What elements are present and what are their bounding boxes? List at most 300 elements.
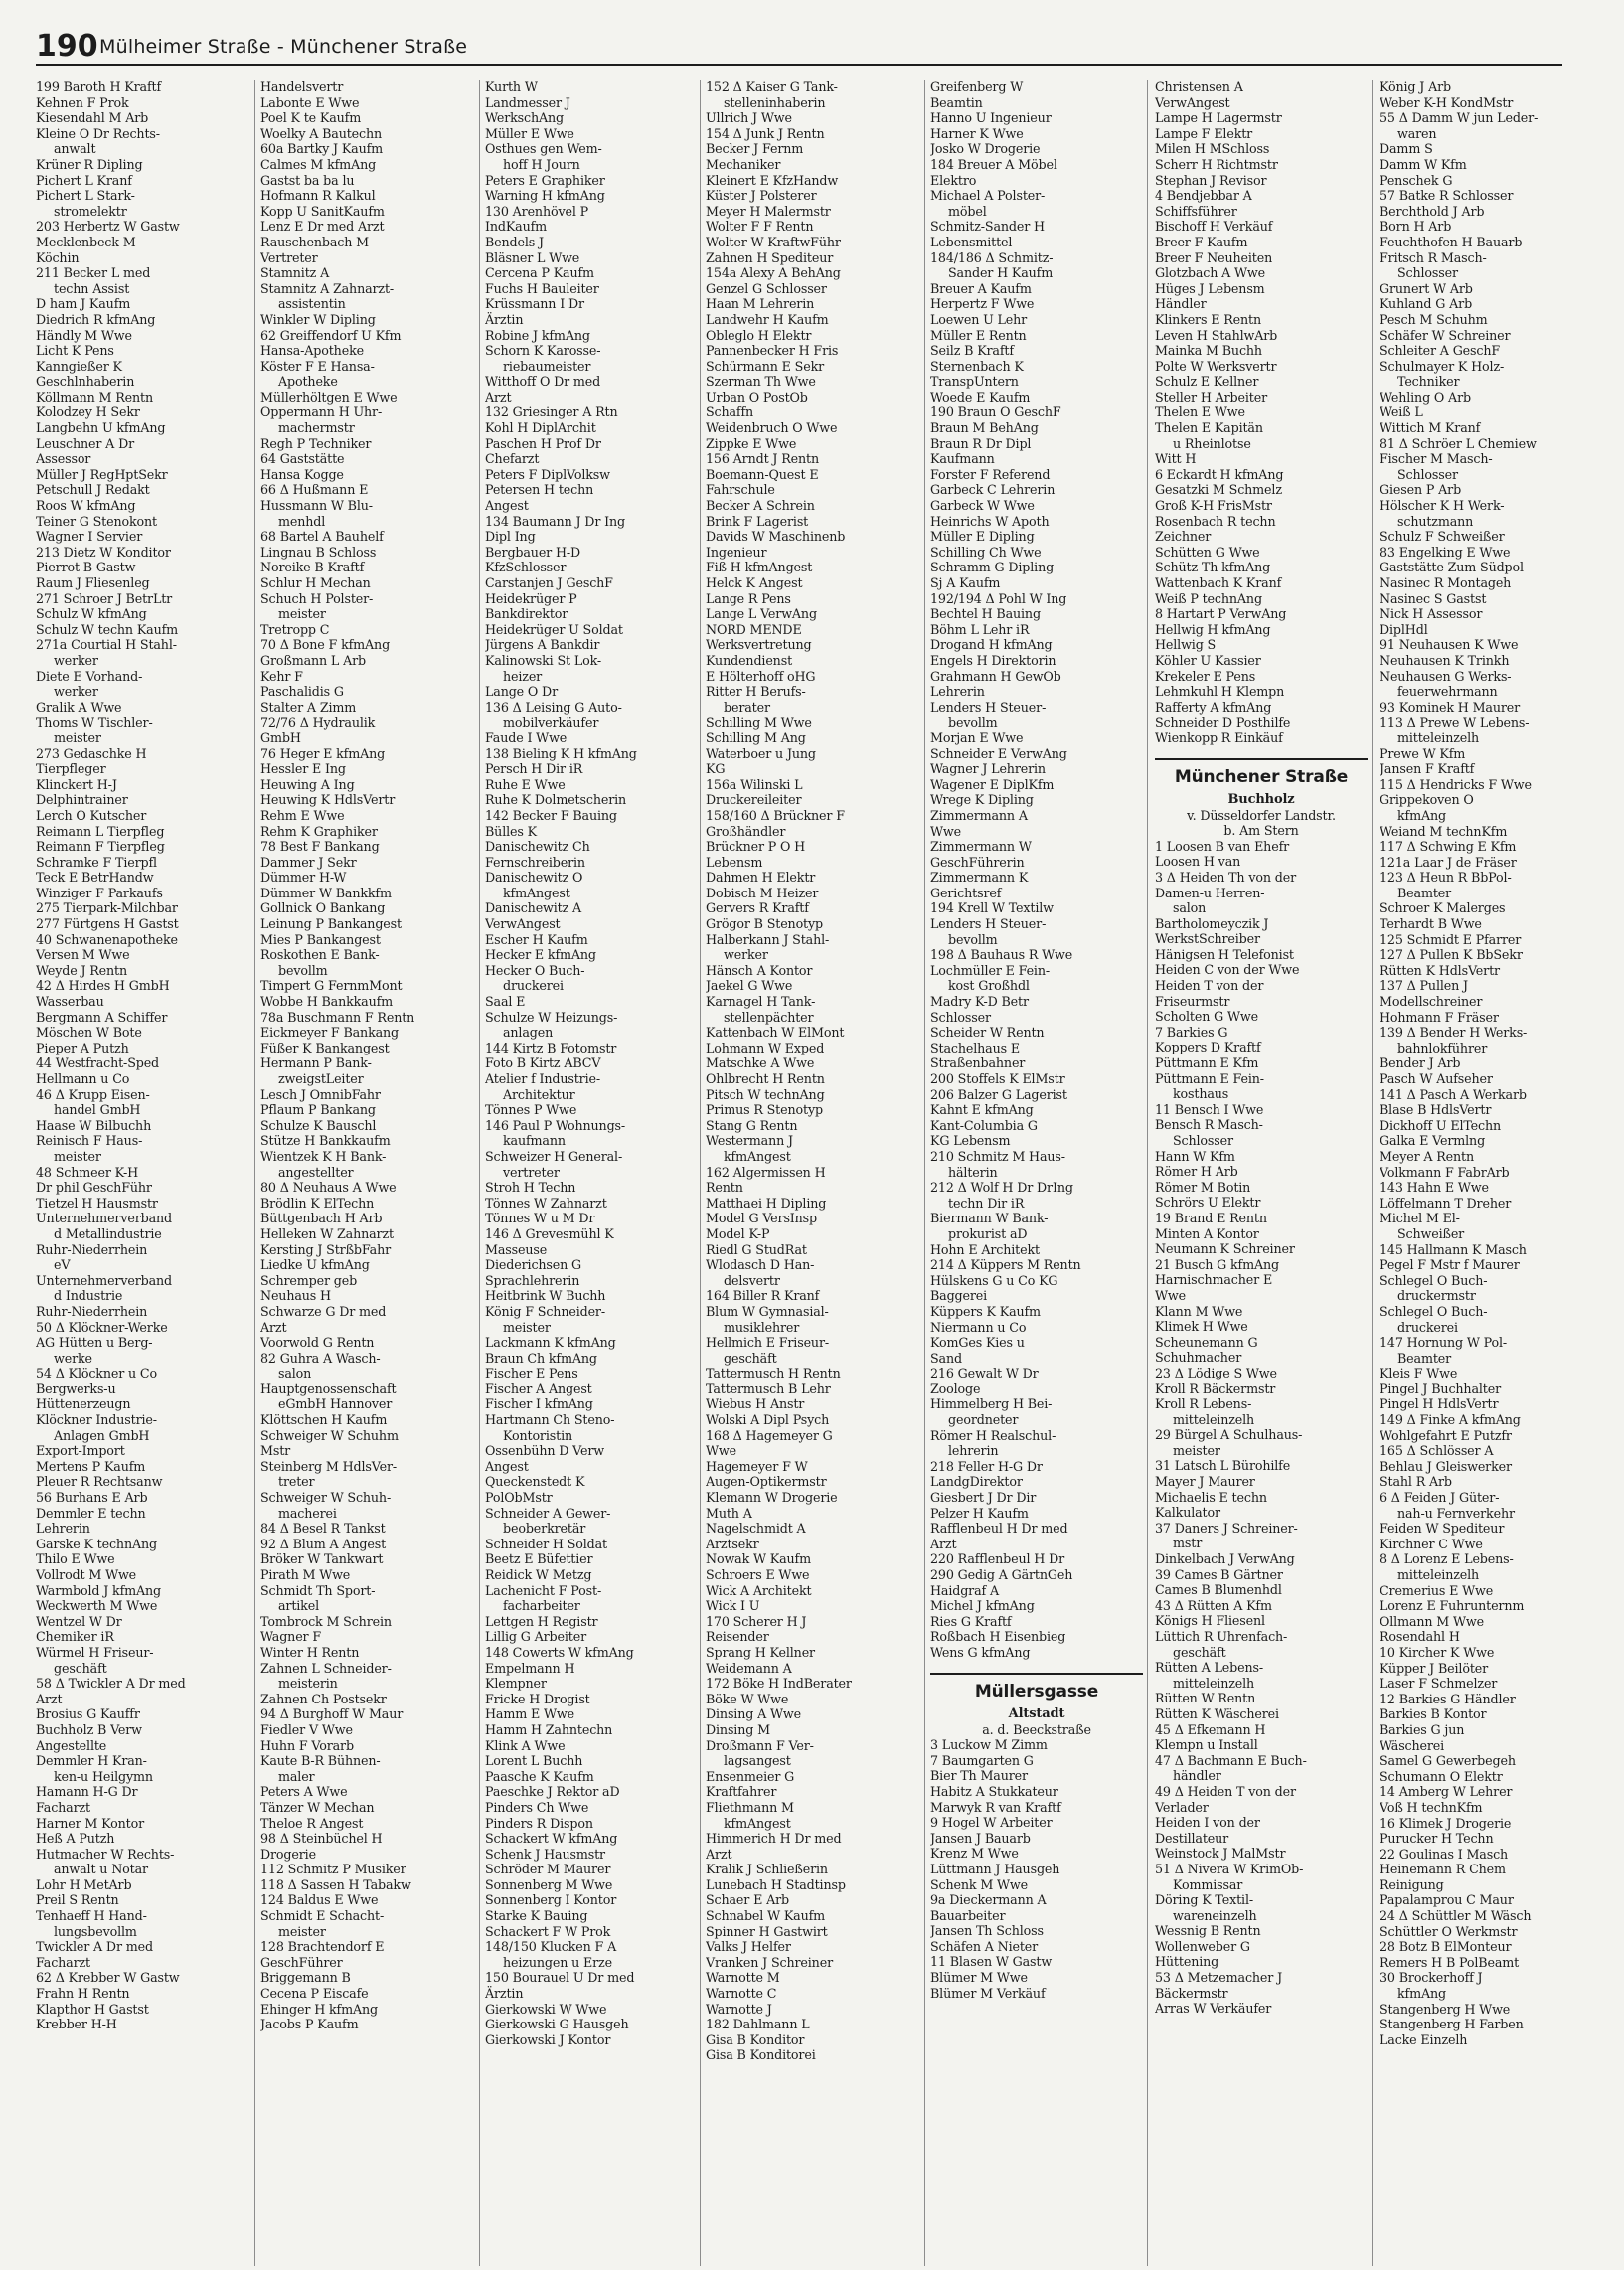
- entry-line: Thoms W Tischler-: [36, 715, 153, 730]
- entry-line: Püttmann E Kfm: [1155, 1055, 1259, 1071]
- entry-line: Büttgenbach H Arb: [260, 1211, 383, 1226]
- entry-line: 214 Δ Küppers M Rentn: [930, 1257, 1081, 1273]
- entry-line: Meyer H Malermstr: [706, 203, 831, 219]
- entry-line: 81 Δ Schröer L Chemiew: [1380, 435, 1537, 451]
- entry-line: 8 Hartart P VerwAng: [1155, 606, 1287, 622]
- entry-line: 271 Schroer J BetrLtr: [36, 590, 173, 606]
- entry-line: bahnlokführer: [1397, 1040, 1488, 1055]
- entry-line: 44 Westfracht-Sped: [36, 1055, 160, 1071]
- entry-line: Model G VersInsp: [706, 1211, 818, 1226]
- street-range-note: v. Düsseldorfer Landstr.: [1187, 807, 1336, 823]
- entry-line: Weiand M technKfm: [1380, 823, 1508, 839]
- entry-line: eV: [54, 1257, 71, 1273]
- entry-line: kaufmann: [503, 1133, 566, 1149]
- entry-line: heizungen u Erze: [503, 1954, 612, 1970]
- entry-line: salon: [1173, 900, 1207, 916]
- entry-line: Raum J Fliesenleg: [36, 575, 150, 590]
- entry-line: PolObMstr: [485, 1490, 553, 1506]
- entry-line: meister: [54, 730, 101, 745]
- entry-line: Grippekoven O: [1380, 792, 1474, 808]
- entry-line: 8 Δ Lorenz E Lebens-: [1380, 1551, 1514, 1567]
- entry-line: 46 Δ Krupp Eisen-: [36, 1086, 150, 1102]
- entry-line: Lampe F Elektr: [1155, 125, 1253, 141]
- entry-line: Reimann F Tierpfleg: [36, 839, 165, 855]
- entry-line: Wobbe H Bankkaufm: [260, 994, 394, 1010]
- entry-line: Tönnes W u M Dr: [485, 1211, 595, 1226]
- entry-line: Schneider H Soldat: [485, 1536, 608, 1551]
- entry-line: Chefarzt: [485, 451, 540, 467]
- entry-line: Valks J Helfer: [706, 1939, 791, 1955]
- entry-line: Hanno U Ingenieur: [930, 110, 1052, 126]
- entry-line: Stamnitz A Zahnarzt-: [260, 280, 395, 296]
- entry-line: Pitsch W technAng: [706, 1086, 825, 1102]
- entry-line: Garske K technAng: [36, 1536, 157, 1551]
- entry-line: Wwe: [1155, 1287, 1186, 1303]
- entry-line: Breer F Kaufm: [1155, 234, 1248, 249]
- entry-line: Stütze H Bankkaufm: [260, 1133, 391, 1149]
- entry-line: Paschalidis G: [260, 684, 344, 700]
- entry-line: 7 Baumgarten G: [930, 1752, 1034, 1768]
- entry-line: Paasche K Kaufm: [485, 1768, 594, 1784]
- entry-line: Peters F DiplVolksw: [485, 466, 610, 482]
- entry-line: Diedrich R kfmAng: [36, 311, 156, 327]
- entry-line: Stachelhaus E: [930, 1040, 1020, 1055]
- entry-line: 37 Daners J Schreiner-: [1155, 1520, 1298, 1536]
- entry-line: 143 Hahn E Wwe: [1380, 1180, 1489, 1196]
- entry-line: Ruhe K Dolmetscherin: [485, 792, 627, 808]
- entry-line: Böhm L Lehr iR: [930, 621, 1030, 637]
- entry-line: d Metallindustrie: [54, 1225, 162, 1241]
- entry-line: Glotzbach A Wwe: [1155, 265, 1265, 281]
- entry-line: 9a Dieckermann A: [930, 1892, 1047, 1908]
- entry-line: Weckwerth M Wwe: [36, 1598, 158, 1614]
- entry-line: Schiffsführer: [1155, 203, 1237, 219]
- entry-line: Waterboer u Jung: [706, 745, 816, 761]
- entry-line: Würmel H Friseur-: [36, 1644, 154, 1660]
- entry-line: riebaumeister: [503, 358, 591, 374]
- entry-line: 206 Balzer G Lagerist: [930, 1086, 1067, 1102]
- entry-line: Dobisch M Heizer: [706, 885, 819, 900]
- entry-line: Biermann W Bank-: [930, 1211, 1049, 1226]
- entry-line: Sj A Kaufm: [930, 575, 1001, 590]
- entry-line: Wessnig B Rentn: [1155, 1923, 1261, 1939]
- entry-line: Schlosser: [930, 1009, 991, 1025]
- entry-line: 24 Δ Schüttler M Wäsch: [1380, 1908, 1532, 1924]
- entry-line: Barkies B Kontor: [1380, 1706, 1487, 1722]
- entry-line: Droßmann F Ver-: [706, 1737, 814, 1753]
- entry-line: Klapthor H Gastst: [36, 2001, 149, 2017]
- district-label: Altstadt: [1008, 1705, 1065, 1721]
- entry-line: Schlosser: [1173, 1133, 1233, 1148]
- entry-line: Klemann W Drogerie: [706, 1490, 838, 1506]
- directory-column-6: [1155, 80, 1368, 2017]
- entry-line: 194 Krell W Textilw: [930, 900, 1054, 916]
- entry-line: Schramke F Tierpfl: [36, 854, 157, 870]
- entry-line: d Industrie: [54, 1288, 123, 1304]
- entry-line: eGmbH Hannover: [278, 1396, 393, 1412]
- entry-line: stelleninhaberin: [724, 94, 826, 110]
- entry-line: Nasinec S Gastst: [1380, 590, 1487, 606]
- entry-line: Seilz B Kraftf: [930, 343, 1014, 359]
- entry-line: Gierkowski G Hausgeh: [485, 2017, 629, 2032]
- entry-line: 218 Feller H-G Dr: [930, 1458, 1043, 1474]
- entry-line: assistentin: [278, 296, 346, 312]
- entry-line: Lacke Einzelh: [1380, 2031, 1468, 2047]
- entry-line: Hecker O Buch-: [485, 962, 585, 978]
- entry-line: Giesen P Arb: [1380, 482, 1462, 498]
- entry-line: 212 Δ Wolf H Dr DrIng: [930, 1180, 1073, 1196]
- entry-line: 12 Barkies G Händler: [1380, 1691, 1516, 1706]
- entry-line: 29 Bürgel A Schulhaus-: [1155, 1427, 1303, 1443]
- entry-line: Reinisch F Haus-: [36, 1133, 143, 1149]
- entry-line: Wens G kfmAng: [930, 1644, 1031, 1660]
- entry-line: Kleine O Dr Rechts-: [36, 125, 160, 141]
- entry-line: Morjan E Wwe: [930, 730, 1024, 745]
- entry-line: anlagen: [503, 1025, 554, 1041]
- entry-line: Händly M Wwe: [36, 327, 132, 343]
- entry-line: 11 Bensch I Wwe: [1155, 1101, 1264, 1117]
- entry-line: Schröder M Maurer: [485, 1862, 611, 1877]
- entry-line: Köster F E Hansa-: [260, 358, 375, 374]
- entry-line: Hutmacher W Rechts-: [36, 1846, 175, 1862]
- entry-line: Kroll R Bäckermstr: [1155, 1380, 1276, 1396]
- entry-line: Tattermusch H Rentn: [706, 1366, 841, 1381]
- street-heading: Münchener Straße: [1155, 758, 1368, 788]
- entry-line: Cercena P Kaufm: [485, 265, 594, 281]
- entry-line: Lenz E Dr med Arzt: [260, 219, 385, 235]
- entry-line: Unternehmerverband: [36, 1211, 173, 1226]
- entry-line: Feiden W Spediteur: [1380, 1521, 1505, 1537]
- entry-line: Lange O Dr: [485, 684, 558, 700]
- entry-line: Blase B HdlsVertr: [1380, 1102, 1492, 1118]
- entry-line: Wolter F F Rentn: [706, 219, 814, 235]
- entry-line: Michel J kfmAng: [930, 1598, 1035, 1614]
- entry-line: Küppers K Kaufm: [930, 1303, 1041, 1319]
- entry-line: 141 Δ Pasch A Werkarb: [1380, 1086, 1527, 1102]
- entry-line: Krenz M Wwe: [930, 1846, 1019, 1862]
- entry-line: Haase W Bilbuchh: [36, 1117, 152, 1133]
- entry-line: Wäscherei: [1380, 1737, 1445, 1753]
- entry-line: Bergmann A Schiffer: [36, 1009, 168, 1025]
- entry-line: Lesch J OmnibFahr: [260, 1086, 381, 1102]
- entry-line: Lochmüller E Fein-: [930, 962, 1050, 978]
- entry-line: Braun Ch kfmAng: [485, 1350, 597, 1366]
- entry-line: Kirchner C Wwe: [1380, 1536, 1483, 1551]
- entry-line: Schlosser: [1397, 466, 1458, 482]
- entry-line: Blümer M Verkäuf: [930, 1985, 1046, 2001]
- entry-line: Döring K Textil-: [1155, 1892, 1254, 1908]
- entry-line: Berchthold J Arb: [1380, 203, 1485, 219]
- entry-line: 4 Bendjebbar A: [1155, 188, 1252, 204]
- entry-line: Bankdirektor: [485, 606, 568, 622]
- entry-line: Hauptgenossenschaft: [260, 1380, 397, 1396]
- entry-line: druckerei: [503, 978, 564, 994]
- entry-line: 43 Δ Rütten A Kfm: [1155, 1597, 1272, 1613]
- entry-line: mobilverkäufer: [503, 715, 599, 730]
- entry-line: Engels H Direktorin: [930, 652, 1056, 668]
- entry-line: Warnotte M: [706, 1970, 780, 1986]
- entry-line: Schütten G Wwe: [1155, 544, 1260, 560]
- entry-line: Schlur H Mechan: [260, 575, 371, 590]
- entry-line: Dümmer W Bankkfm: [260, 885, 392, 900]
- entry-line: Weyde J Rentn: [36, 962, 128, 978]
- entry-line: Woede E Kaufm: [930, 389, 1031, 405]
- entry-line: Wick A Architekt: [706, 1582, 812, 1598]
- entry-line: 57 Batke R Schlosser: [1380, 188, 1514, 204]
- entry-line: Wwe: [930, 823, 961, 839]
- entry-line: Michel M El-: [1380, 1211, 1460, 1226]
- entry-line: Twickler A Dr med: [36, 1939, 153, 1955]
- entry-line: Hartmann Ch Steno-: [485, 1412, 615, 1428]
- entry-line: Leuschner A Dr: [36, 435, 135, 451]
- entry-line: Damm S: [1380, 141, 1433, 157]
- entry-line: delsvertr: [724, 1272, 780, 1288]
- entry-line: Bischoff H Verkäuf: [1155, 219, 1273, 235]
- entry-line: Ossenbühn D Verw: [485, 1443, 605, 1459]
- entry-line: 66 Δ Hußmann E: [260, 482, 369, 498]
- entry-line: Mecklenbeck M: [36, 234, 136, 249]
- entry-line: 152 Δ Kaiser G Tank-: [706, 80, 838, 94]
- entry-line: Königs H Fliesenl: [1155, 1613, 1265, 1629]
- entry-line: 162 Algermissen H: [706, 1164, 826, 1180]
- entry-line: händler: [1173, 1768, 1221, 1784]
- entry-line: feuerwehrmann: [1397, 684, 1498, 700]
- entry-line: Ritter H Berufs-: [706, 684, 806, 700]
- entry-line: TranspUntern: [930, 374, 1019, 390]
- entry-line: 28 Botz B ElMonteur: [1380, 1939, 1512, 1955]
- entry-line: Schuch H Polster-: [260, 590, 374, 606]
- entry-line: Pichert L Stark-: [36, 188, 135, 204]
- entry-line: schutzmann: [1397, 513, 1474, 529]
- entry-line: Klöttschen H Kaufm: [260, 1412, 388, 1428]
- entry-line: Hänsch A Kontor: [706, 962, 813, 978]
- entry-line: 39 Cames B Gärtner: [1155, 1566, 1283, 1582]
- entry-line: Cremerius E Wwe: [1380, 1582, 1494, 1598]
- entry-line: 142 Becker F Bauing: [485, 807, 617, 823]
- entry-line: Wentzel W Dr: [36, 1613, 122, 1629]
- entry-line: Wlodasch D Han-: [706, 1257, 815, 1273]
- entry-line: Schackert F W Prok: [485, 1923, 611, 1939]
- entry-line: Hohn E Architekt: [930, 1241, 1040, 1257]
- entry-line: Szerman Th Wwe: [706, 374, 816, 390]
- entry-line: Schorn K Karosse-: [485, 343, 601, 359]
- entry-line: Mertens P Kaufm: [36, 1458, 146, 1474]
- entry-line: Großmann L Arb: [260, 652, 366, 668]
- entry-line: Wienkopp R Einkäuf: [1155, 730, 1283, 745]
- entry-line: Hellmann u Co: [36, 1071, 130, 1086]
- entry-line: Lachenicht F Post-: [485, 1582, 602, 1598]
- entry-line: 130 Arenhövel P: [485, 203, 589, 219]
- page-header: [36, 30, 1562, 66]
- entry-line: Zimmermann K: [930, 870, 1029, 886]
- entry-line: Kroll R Lebens-: [1155, 1396, 1252, 1412]
- entry-line: Hüges J Lebensm: [1155, 280, 1265, 296]
- entry-line: Apotheke: [278, 374, 338, 390]
- entry-line: 210 Schmitz M Haus-: [930, 1148, 1065, 1164]
- entry-line: Augen-Optikermstr: [706, 1474, 827, 1490]
- column-divider: [1147, 80, 1148, 2266]
- entry-line: 154 Δ Junk J Rentn: [706, 125, 825, 141]
- entry-line: Pelzer H Kaufm: [930, 1505, 1029, 1521]
- entry-line: Arzt: [485, 389, 512, 405]
- entry-line: Beamter: [1397, 1350, 1452, 1366]
- entry-line: Schulz E Kellner: [1155, 374, 1259, 390]
- street-range-note: a. d. Beeckstraße: [982, 1721, 1091, 1737]
- entry-line: Pinders R Dispon: [485, 1815, 593, 1831]
- entry-line: ken-u Heilgymn: [54, 1768, 153, 1784]
- entry-line: 190 Braun O GeschF: [930, 405, 1061, 420]
- entry-line: 6 Δ Feiden J Güter-: [1380, 1490, 1500, 1506]
- entry-line: 117 Δ Schwing E Kfm: [1380, 839, 1517, 855]
- entry-line: stromelektr: [54, 203, 127, 219]
- entry-line: Löffelmann T Dreher: [1380, 1195, 1512, 1211]
- entry-line: 123 Δ Heun R BbPol-: [1380, 870, 1512, 886]
- entry-line: Klinkers E Rentn: [1155, 311, 1261, 327]
- entry-line: 275 Tierpark-Milchbar: [36, 900, 178, 916]
- entry-line: anwalt u Notar: [54, 1862, 148, 1877]
- entry-line: Licht K Pens: [36, 343, 114, 359]
- entry-line: Steinberg M HdlsVer-: [260, 1458, 398, 1474]
- entry-line: Hellwig S: [1155, 637, 1217, 653]
- entry-line: Ingenieur: [706, 544, 767, 560]
- entry-line: Briggemann B: [260, 1970, 351, 1986]
- entry-line: 158/160 Δ Brückner F: [706, 807, 845, 823]
- directory-column-2: [260, 80, 473, 2032]
- entry-line: Demmler H Kran-: [36, 1753, 147, 1769]
- entry-line: Pingel J Buchhalter: [1380, 1380, 1501, 1396]
- entry-line: Faude I Wwe: [485, 730, 568, 745]
- entry-line: Empelmann H: [485, 1660, 575, 1676]
- entry-line: Versen M Wwe: [36, 947, 130, 963]
- entry-line: kfmAng: [1397, 807, 1446, 823]
- entry-line: Braun M BehAng: [930, 420, 1039, 436]
- entry-line: Nagelschmidt A: [706, 1521, 806, 1537]
- entry-line: Lebensmittel: [930, 234, 1013, 249]
- entry-line: 60a Bartky J Kaufm: [260, 141, 384, 157]
- entry-line: Kehr F: [260, 668, 303, 684]
- entry-line: Buchholz B Verw: [36, 1721, 142, 1737]
- entry-line: Schütz Th kfmAng: [1155, 560, 1271, 575]
- entry-line: 98 Δ Steinbüchel H: [260, 1831, 383, 1847]
- entry-line: Angest: [485, 498, 529, 514]
- entry-line: Lehrerin: [930, 684, 985, 700]
- entry-line: Bülles K: [485, 823, 537, 839]
- entry-line: Sand: [930, 1350, 962, 1366]
- entry-line: Hamm H Zahntechn: [485, 1721, 613, 1737]
- entry-line: Danischewitz A: [485, 900, 582, 916]
- entry-line: Wohlgefahrt E Putzfr: [1380, 1427, 1512, 1443]
- entry-line: Händler: [1155, 296, 1207, 312]
- entry-line: Fricke H Drogist: [485, 1691, 590, 1706]
- entry-line: 50 Δ Klöckner-Werke: [36, 1319, 168, 1335]
- entry-line: Müller E Rentn: [930, 327, 1027, 343]
- entry-line: Bergwerks-u: [36, 1380, 116, 1396]
- entry-line: Sonnenberg M Wwe: [485, 1876, 613, 1892]
- entry-line: Tattermusch B Lehr: [706, 1380, 831, 1396]
- entry-line: KomGes Kies u: [930, 1335, 1025, 1351]
- entry-line: Robine J kfmAng: [485, 327, 590, 343]
- entry-line: Reidick W Metzg: [485, 1567, 592, 1582]
- entry-line: Leven H StahlwArb: [1155, 327, 1278, 343]
- entry-line: Carstanjen J GeschF: [485, 575, 613, 590]
- entry-line: Heiden I von der: [1155, 1815, 1260, 1831]
- entry-line: Herpertz F Wwe: [930, 296, 1035, 312]
- entry-line: werker: [724, 947, 768, 963]
- entry-line: Lehrerin: [36, 1521, 90, 1537]
- entry-line: Kattenbach W ElMont: [706, 1025, 845, 1041]
- entry-line: Reisender: [706, 1629, 769, 1645]
- entry-line: 40 Schwanenapotheke: [36, 931, 178, 947]
- entry-line: 115 Δ Hendricks F Wwe: [1380, 776, 1532, 792]
- entry-line: Schmidt E Schacht-: [260, 1908, 385, 1924]
- entry-line: Primus R Stenotyp: [706, 1102, 823, 1118]
- entry-line: Harner M Kontor: [36, 1815, 144, 1831]
- entry-line: Schumann O Elektr: [1380, 1768, 1503, 1784]
- entry-line: möbel: [948, 203, 987, 219]
- entry-line: Mstr: [260, 1443, 291, 1459]
- entry-line: Hecker E kfmAng: [485, 947, 596, 963]
- entry-line: Straßenbahner: [930, 1055, 1026, 1071]
- entry-line: Masseuse: [485, 1241, 548, 1257]
- entry-line: Grahmann H GewOb: [930, 668, 1061, 684]
- entry-line: Peters E Graphiker: [485, 172, 605, 188]
- entry-line: Fernschreiberin: [485, 854, 585, 870]
- entry-line: Jürgens A Bankdir: [485, 637, 600, 653]
- entry-line: 11 Blasen W Gastw: [930, 1954, 1053, 1970]
- entry-line: Lackmann K kfmAng: [485, 1335, 616, 1351]
- entry-line: u Rheinlotse: [1173, 435, 1251, 451]
- entry-line: Schwarze G Dr med: [260, 1303, 387, 1319]
- entry-line: Jaekel G Wwe: [706, 978, 793, 994]
- entry-line: Weber K-H KondMstr: [1380, 94, 1514, 110]
- entry-line: Rütten A Lebens-: [1155, 1660, 1263, 1676]
- entry-line: Kalinowski St Lok-: [485, 652, 602, 668]
- entry-line: Forster F Referend: [930, 466, 1051, 482]
- entry-line: Volkmann F FabrArb: [1380, 1164, 1510, 1180]
- entry-line: 1 Loosen B van Ehefr: [1155, 838, 1290, 854]
- entry-line: Wick I U: [706, 1598, 760, 1614]
- entry-line: Zimmermann W: [930, 839, 1032, 855]
- entry-line: Hamm E Wwe: [485, 1706, 574, 1722]
- entry-line: Weidenbruch O Wwe: [706, 420, 838, 436]
- entry-line: Penschek G: [1380, 172, 1453, 188]
- entry-line: Minten A Kontor: [1155, 1225, 1259, 1241]
- entry-line: Heß A Putzh: [36, 1831, 115, 1847]
- entry-line: 10 Kircher K Wwe: [1380, 1644, 1495, 1660]
- entry-line: Schremper geb: [260, 1272, 358, 1288]
- entry-line: Kleinert E KfzHandw: [706, 172, 839, 188]
- entry-line: Arzt: [706, 1846, 732, 1862]
- directory-column-7: [1380, 80, 1592, 2047]
- entry-line: Rütten W Rentn: [1155, 1691, 1256, 1706]
- entry-line: Tierpfleger: [36, 761, 106, 777]
- entry-line: Drogand H kfmAng: [930, 637, 1053, 653]
- entry-line: Lohmann W Exped: [706, 1040, 825, 1055]
- district-label: Buchholz: [1227, 791, 1295, 807]
- entry-line: E Hölterhoff oHG: [706, 668, 816, 684]
- entry-line: Behlau J Gleiswerker: [1380, 1458, 1512, 1474]
- entry-line: Warning H kfmAng: [485, 188, 605, 204]
- entry-line: Thelen E Kapitän: [1155, 420, 1263, 436]
- entry-line: Bläsner L Wwe: [485, 249, 580, 265]
- entry-line: Stalter A Zimm: [260, 699, 357, 715]
- entry-line: 53 Δ Metzemacher J: [1155, 1970, 1283, 1986]
- entry-line: 156 Arndt J Rentn: [706, 451, 819, 467]
- entry-line: druckermstr: [1397, 1288, 1476, 1304]
- entry-line: 124 Baldus E Wwe: [260, 1892, 379, 1908]
- entry-line: Dinsing A Wwe: [706, 1706, 801, 1722]
- entry-line: zweigstLeiter: [278, 1071, 364, 1086]
